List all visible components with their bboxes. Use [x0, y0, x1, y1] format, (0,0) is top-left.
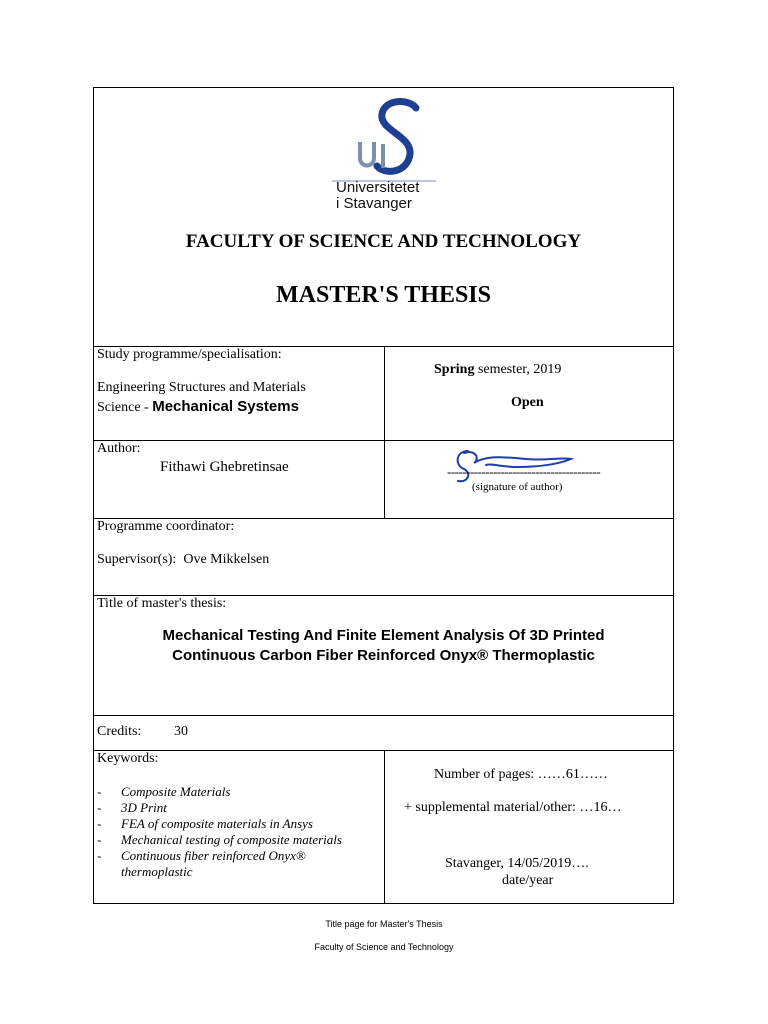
- keywords-list: [97, 784, 342, 880]
- credits-label: Credits:: [97, 724, 142, 739]
- access-status: Open: [511, 395, 544, 410]
- semester-season: Spring: [434, 362, 475, 377]
- study-programme-line2: Science -: [97, 400, 153, 415]
- credits-section: [94, 716, 673, 751]
- title-page-frame: [93, 87, 674, 904]
- supplemental-count: [404, 800, 621, 816]
- supplemental-value: 16: [593, 800, 608, 815]
- logo-line-1: Universitetet: [336, 179, 420, 196]
- thesis-title-line2: Continuous Carbon Fiber Reinforced Onyx® Thermoplastic: [172, 647, 595, 664]
- supervisor-name: Ove Mikkelsen: [183, 552, 270, 567]
- supplemental-suffix: …: [607, 800, 622, 815]
- author-label: Author:: [97, 441, 141, 456]
- signature-line: ----------------------------------------: [447, 464, 601, 479]
- study-label: Study programme/specialisation:: [97, 347, 282, 362]
- keyword-item: - Mechanical testing of composite materials: [97, 832, 342, 848]
- author-section: [94, 441, 673, 519]
- footer-line-1: Title page for Master's Thesis: [325, 919, 443, 929]
- keyword-item-continuation: [97, 864, 342, 880]
- coordinator-label: Programme coordinator:: [97, 519, 235, 534]
- keywords-label: Keywords:: [97, 751, 159, 766]
- keyword-item: - FEA of composite materials in Ansys: [97, 816, 342, 832]
- supervision-section: [94, 519, 673, 596]
- date-caption: date/year: [502, 873, 554, 888]
- supplemental-label: + supplemental material/other: …: [404, 800, 594, 815]
- author-name: Fithawi Ghebretinsae: [160, 459, 289, 475]
- header-section: [94, 88, 673, 347]
- thesis-title: [94, 626, 673, 666]
- keyword-item: - Continuous fiber reinforced Onyx®: [97, 848, 342, 864]
- keyword-item: - 3D Print: [97, 800, 342, 816]
- place-date: Stavanger, 14/05/2019….: [445, 856, 589, 871]
- specialisation: Mechanical Systems: [152, 398, 299, 415]
- footer-line-2: Faculty of Science and Technology: [314, 942, 454, 952]
- keyword-item: - Composite Materials: [97, 784, 342, 800]
- pages-suffix: ……: [579, 767, 608, 782]
- pages-label: Number of pages: ……: [434, 767, 566, 782]
- keywords-section: [94, 751, 673, 903]
- faculty-heading: FACULTY OF SCIENCE AND TECHNOLOGY: [185, 231, 582, 252]
- thesis-type-heading: MASTER'S THESIS: [276, 282, 491, 308]
- logo-line-2: i Stavanger: [336, 195, 412, 212]
- column-divider: [384, 347, 385, 440]
- column-divider: [384, 441, 385, 518]
- title-label: Title of master's thesis:: [97, 596, 227, 611]
- credits-value: 30: [174, 724, 188, 739]
- semester-year: semester, 2019: [474, 362, 562, 377]
- supervisor-label: Supervisor(s):: [97, 552, 177, 567]
- keyword-item-continuation-text: thermoplastic: [121, 864, 193, 879]
- title-section: [94, 596, 673, 716]
- pages-count: [434, 767, 608, 783]
- uis-logo-icon: [330, 94, 438, 184]
- pages-value: 61: [565, 767, 580, 782]
- signature-caption: (signature of author): [472, 481, 563, 493]
- study-section: [94, 347, 673, 441]
- column-divider: [384, 751, 385, 903]
- thesis-title-line1: Mechanical Testing And Finite Element Analysis Of 3D Printed: [162, 627, 605, 644]
- study-programme-line1: Engineering Structures and Materials: [97, 380, 306, 395]
